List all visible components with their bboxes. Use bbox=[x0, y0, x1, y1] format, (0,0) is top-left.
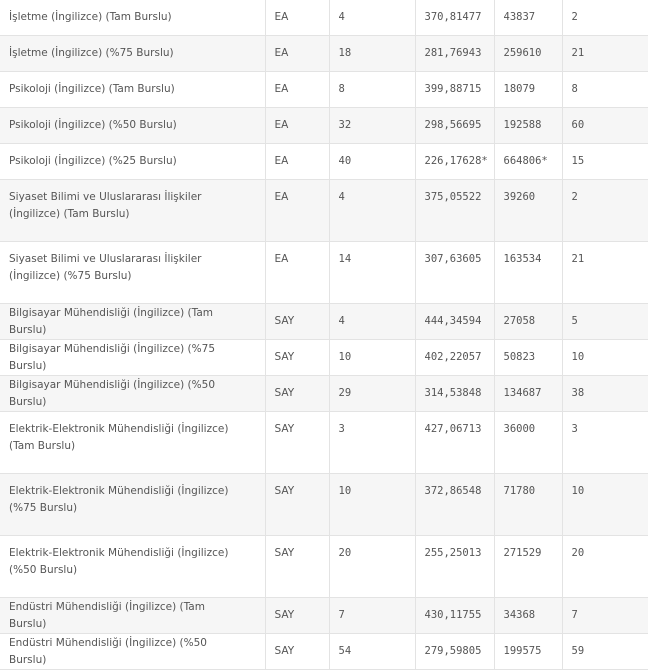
success-rank-cell: 259610 bbox=[494, 36, 562, 72]
quota-cell: 18 bbox=[329, 36, 415, 72]
table-row bbox=[0, 536, 648, 598]
min-score-cell: 402,22057 bbox=[415, 340, 494, 376]
success-rank-cell: 34368 bbox=[494, 598, 562, 634]
program-name-cell: Bilgisayar Mühendisliği (İngilizce) (%75 Burslu) bbox=[0, 340, 265, 376]
table-row bbox=[0, 474, 648, 536]
placed-count-cell: 3 bbox=[562, 412, 648, 474]
quota-cell: 7 bbox=[329, 598, 415, 634]
table-row bbox=[0, 108, 648, 144]
min-score-cell: 430,11755 bbox=[415, 598, 494, 634]
program-name-cell: Psikoloji (İngilizce) (Tam Burslu) bbox=[0, 72, 265, 108]
program-name-cell: Siyaset Bilimi ve Uluslararası İlişkiler (İngilizce) (%75 Burslu) bbox=[0, 242, 265, 304]
success-rank-cell: 50823 bbox=[494, 340, 562, 376]
placed-count-cell: 8 bbox=[562, 72, 648, 108]
table-row bbox=[0, 36, 648, 72]
quota-cell: 29 bbox=[329, 376, 415, 412]
table-row bbox=[0, 242, 648, 304]
placed-count-cell: 38 bbox=[562, 376, 648, 412]
min-score-cell: 370,81477 bbox=[415, 0, 494, 36]
score-type-cell: EA bbox=[265, 108, 329, 144]
program-name-cell: Siyaset Bilimi ve Uluslararası İlişkiler (İngilizce) (Tam Burslu) bbox=[0, 180, 265, 242]
min-score-cell: 279,59805 bbox=[415, 634, 494, 670]
quota-cell: 8 bbox=[329, 72, 415, 108]
min-score-cell: 281,76943 bbox=[415, 36, 494, 72]
placed-count-cell: 2 bbox=[562, 180, 648, 242]
min-score-cell: 427,06713 bbox=[415, 412, 494, 474]
placed-count-cell: 15 bbox=[562, 144, 648, 180]
score-type-cell: EA bbox=[265, 242, 329, 304]
placed-count-cell: 21 bbox=[562, 36, 648, 72]
score-type-cell: SAY bbox=[265, 340, 329, 376]
success-rank-cell: 199575 bbox=[494, 634, 562, 670]
score-type-cell: SAY bbox=[265, 634, 329, 670]
table-row bbox=[0, 376, 648, 412]
min-score-cell: 372,86548 bbox=[415, 474, 494, 536]
program-name-cell: Psikoloji (İngilizce) (%50 Burslu) bbox=[0, 108, 265, 144]
min-score-cell: 399,88715 bbox=[415, 72, 494, 108]
success-rank-cell: 36000 bbox=[494, 412, 562, 474]
quota-cell: 10 bbox=[329, 474, 415, 536]
program-name-cell: Elektrik-Elektronik Mühendisliği (İngilizce) (%50 Burslu) bbox=[0, 536, 265, 598]
success-rank-cell: 18079 bbox=[494, 72, 562, 108]
program-name-cell: Elektrik-Elektronik Mühendisliği (İngilizce) (%75 Burslu) bbox=[0, 474, 265, 536]
program-name-cell: İşletme (İngilizce) (Tam Burslu) bbox=[0, 0, 265, 36]
table-row bbox=[0, 144, 648, 180]
placed-count-cell: 21 bbox=[562, 242, 648, 304]
success-rank-cell: 664806* bbox=[494, 144, 562, 180]
score-type-cell: SAY bbox=[265, 536, 329, 598]
score-type-cell: SAY bbox=[265, 304, 329, 340]
quota-cell: 54 bbox=[329, 634, 415, 670]
quota-cell: 14 bbox=[329, 242, 415, 304]
program-name-cell: Bilgisayar Mühendisliği (İngilizce) (Tam Burslu) bbox=[0, 304, 265, 340]
placed-count-cell: 10 bbox=[562, 340, 648, 376]
table-row bbox=[0, 340, 648, 376]
table-row bbox=[0, 598, 648, 634]
program-name-cell: Endüstri Mühendisliği (İngilizce) (Tam Burslu) bbox=[0, 598, 265, 634]
score-type-cell: SAY bbox=[265, 412, 329, 474]
placed-count-cell: 60 bbox=[562, 108, 648, 144]
placed-count-cell: 10 bbox=[562, 474, 648, 536]
score-type-cell: EA bbox=[265, 72, 329, 108]
quota-cell: 40 bbox=[329, 144, 415, 180]
table-row bbox=[0, 634, 648, 670]
min-score-cell: 307,63605 bbox=[415, 242, 494, 304]
min-score-cell: 375,05522 bbox=[415, 180, 494, 242]
placed-count-cell: 2 bbox=[562, 0, 648, 36]
quota-cell: 20 bbox=[329, 536, 415, 598]
success-rank-cell: 192588 bbox=[494, 108, 562, 144]
min-score-cell: 444,34594 bbox=[415, 304, 494, 340]
quota-cell: 4 bbox=[329, 180, 415, 242]
quota-cell: 10 bbox=[329, 340, 415, 376]
success-rank-cell: 39260 bbox=[494, 180, 562, 242]
min-score-cell: 314,53848 bbox=[415, 376, 494, 412]
placed-count-cell: 5 bbox=[562, 304, 648, 340]
score-type-cell: EA bbox=[265, 180, 329, 242]
table-row bbox=[0, 0, 648, 36]
score-type-cell: EA bbox=[265, 36, 329, 72]
success-rank-cell: 271529 bbox=[494, 536, 562, 598]
success-rank-cell: 27058 bbox=[494, 304, 562, 340]
program-name-cell: Psikoloji (İngilizce) (%25 Burslu) bbox=[0, 144, 265, 180]
table-row bbox=[0, 412, 648, 474]
score-type-cell: SAY bbox=[265, 598, 329, 634]
success-rank-cell: 71780 bbox=[494, 474, 562, 536]
min-score-cell: 255,25013 bbox=[415, 536, 494, 598]
placed-count-cell: 59 bbox=[562, 634, 648, 670]
score-type-cell: SAY bbox=[265, 376, 329, 412]
table-row bbox=[0, 180, 648, 242]
quota-cell: 3 bbox=[329, 412, 415, 474]
quota-cell: 32 bbox=[329, 108, 415, 144]
program-name-cell: Endüstri Mühendisliği (İngilizce) (%50 Burslu) bbox=[0, 634, 265, 670]
quota-cell: 4 bbox=[329, 0, 415, 36]
quota-cell: 4 bbox=[329, 304, 415, 340]
program-name-cell: Bilgisayar Mühendisliği (İngilizce) (%50 Burslu) bbox=[0, 376, 265, 412]
program-name-cell: İşletme (İngilizce) (%75 Burslu) bbox=[0, 36, 265, 72]
placed-count-cell: 7 bbox=[562, 598, 648, 634]
table-row bbox=[0, 304, 648, 340]
success-rank-cell: 163534 bbox=[494, 242, 562, 304]
min-score-cell: 226,17628* bbox=[415, 144, 494, 180]
score-type-cell: EA bbox=[265, 0, 329, 36]
success-rank-cell: 43837 bbox=[494, 0, 562, 36]
score-type-cell: SAY bbox=[265, 474, 329, 536]
table-row bbox=[0, 72, 648, 108]
min-score-cell: 298,56695 bbox=[415, 108, 494, 144]
score-type-cell: EA bbox=[265, 144, 329, 180]
program-name-cell: Elektrik-Elektronik Mühendisliği (İngilizce) (Tam Burslu) bbox=[0, 412, 265, 474]
success-rank-cell: 134687 bbox=[494, 376, 562, 412]
placed-count-cell: 20 bbox=[562, 536, 648, 598]
